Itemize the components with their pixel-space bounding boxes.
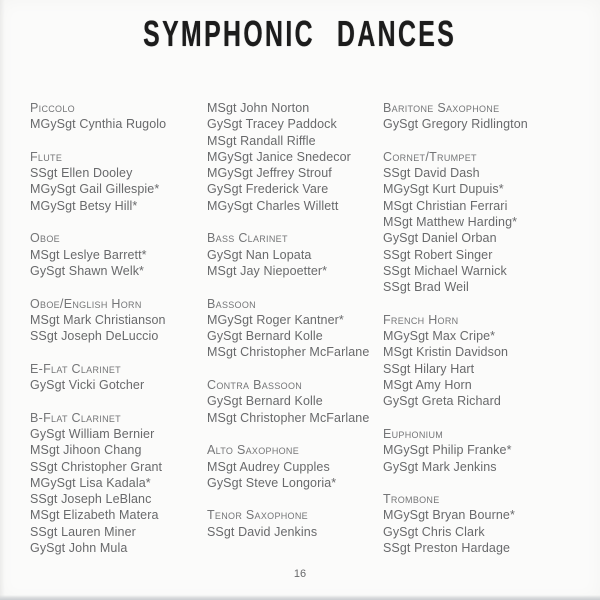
roster-name: SSgt Lauren Miner xyxy=(30,524,136,539)
instrument-section xyxy=(207,230,382,279)
page-title: SYMPHONIC DANCES xyxy=(143,12,457,55)
roster-name: MSgt Jihoon Chang xyxy=(30,443,142,458)
instrument-section xyxy=(30,149,206,214)
section-header: Bass Clarinet xyxy=(207,231,288,246)
roster-name: MGySgt Philip Franke* xyxy=(383,443,512,458)
roster-name: MGySgt Bryan Bourne* xyxy=(383,508,515,523)
roster-name: MSgt Christopher McFarlane xyxy=(207,410,370,425)
roster-name: MSgt Christian Ferrari xyxy=(383,198,508,213)
instrument-section xyxy=(383,312,578,410)
section-header: Tenor Saxophone xyxy=(207,508,308,523)
page-number: 16 xyxy=(293,568,307,580)
section-header: Cornet/Trumpet xyxy=(383,149,477,164)
roster-name: GySgt William Bernier xyxy=(30,426,155,441)
instrument-section xyxy=(207,442,382,491)
section-header: Oboe xyxy=(30,231,60,246)
roster-name: SSgt Joseph DeLuccio xyxy=(30,329,159,344)
instrument-section xyxy=(383,426,578,475)
roster-name: GySgt Nan Lopata xyxy=(207,247,312,262)
roster-name: MSgt Jay Niepoetter* xyxy=(207,263,328,278)
roster-name: SSgt Christopher Grant xyxy=(30,459,163,474)
roster-name: SSgt Robert Singer xyxy=(383,247,493,262)
roster-name: MSgt Elizabeth Matera xyxy=(30,508,159,523)
roster-name: MSgt Leslye Barrett* xyxy=(30,247,147,262)
roster-name: SSgt Hilary Hart xyxy=(383,361,475,376)
roster-name: GySgt John Mula xyxy=(30,541,128,556)
roster-name: GySgt Gregory Ridlington xyxy=(383,117,528,132)
roster-name: MGySgt Charles Willett xyxy=(207,198,339,213)
roster-name: MGySgt Betsy Hill* xyxy=(30,198,138,213)
roster-name: MSgt Randall Riffle xyxy=(207,133,316,148)
roster-column-brass xyxy=(383,100,578,573)
roster-name: MSgt Audrey Cupples xyxy=(207,459,330,474)
section-header: Flute xyxy=(30,149,63,164)
instrument-section xyxy=(30,410,206,557)
roster-name: GySgt Vicki Gotcher xyxy=(30,378,145,393)
roster-name: MGySgt Lisa Kadala* xyxy=(30,475,151,490)
instrument-section xyxy=(207,507,382,540)
roster-name: SSgt Joseph LeBlanc xyxy=(30,492,152,507)
roster-name: MGySgt Max Cripe* xyxy=(383,329,496,344)
roster-name: MSgt Amy Horn xyxy=(383,378,472,393)
roster-name: MGySgt Kurt Dupuis* xyxy=(383,182,504,197)
instrument-section xyxy=(30,296,206,345)
section-header: Oboe/English Horn xyxy=(30,296,142,311)
instrument-section xyxy=(383,100,578,133)
section-header: Euphonium xyxy=(383,426,444,441)
instrument-section xyxy=(30,100,206,133)
roster-name: MSgt Christopher McFarlane xyxy=(207,345,370,360)
roster-name: SSgt Ellen Dooley xyxy=(30,166,133,181)
instrument-section xyxy=(383,491,578,556)
instrument-section xyxy=(30,361,206,394)
instrument-section xyxy=(207,100,382,214)
roster-name: SSgt David Jenkins xyxy=(207,524,318,539)
roster-column-woodwinds-1 xyxy=(30,100,206,573)
section-header: Piccolo xyxy=(30,101,75,115)
roster-name: GySgt Shawn Welk* xyxy=(30,263,145,278)
instrument-section xyxy=(207,296,382,361)
section-header: Baritone Saxophone xyxy=(383,101,500,115)
roster-name: GySgt Bernard Kolle xyxy=(207,394,323,409)
roster-name: GySgt Greta Richard xyxy=(383,394,501,409)
roster-column-woodwinds-2 xyxy=(207,100,382,556)
section-header: French Horn xyxy=(383,312,459,327)
roster-name: MGySgt Gail Gillespie* xyxy=(30,182,160,197)
roster-name: SSgt Preston Hardage xyxy=(383,541,511,556)
instrument-section xyxy=(383,149,578,296)
roster-name: MSgt John Norton xyxy=(207,101,310,115)
roster-name: MGySgt Cynthia Rugolo xyxy=(30,117,167,132)
section-header: B-Flat Clarinet xyxy=(30,410,121,425)
section-header: Bassoon xyxy=(207,296,256,311)
title-area xyxy=(0,12,600,55)
instrument-section xyxy=(207,377,382,426)
roster-name: MGySgt Jeffrey Strouf xyxy=(207,166,332,181)
section-header: E-Flat Clarinet xyxy=(30,361,121,376)
roster-name: GySgt Steve Longoria* xyxy=(207,475,337,490)
roster-name: GySgt Tracey Paddock xyxy=(207,117,337,132)
section-header: Trombone xyxy=(383,492,440,507)
section-header: Contra Bassoon xyxy=(207,378,303,393)
roster-name: MGySgt Janice Snedecor xyxy=(207,149,351,164)
roster-name: GySgt Chris Clark xyxy=(383,524,485,539)
roster-name: MGySgt Roger Kantner* xyxy=(207,312,344,327)
roster-name: MSgt Mark Christianson xyxy=(30,312,166,327)
section-header: Alto Saxophone xyxy=(207,443,300,458)
roster-name: SSgt David Dash xyxy=(383,166,480,181)
roster-name: GySgt Mark Jenkins xyxy=(383,459,497,474)
roster-name: SSgt Brad Weil xyxy=(383,280,469,295)
roster-name: MSgt Kristin Davidson xyxy=(383,345,509,360)
roster-name: GySgt Daniel Orban xyxy=(383,231,497,246)
roster-name: GySgt Frederick Vare xyxy=(207,182,329,197)
roster-name: MSgt Matthew Harding* xyxy=(383,215,518,230)
roster-name: SSgt Michael Warnick xyxy=(383,263,507,278)
roster-name: GySgt Bernard Kolle xyxy=(207,329,323,344)
instrument-section xyxy=(30,230,206,279)
